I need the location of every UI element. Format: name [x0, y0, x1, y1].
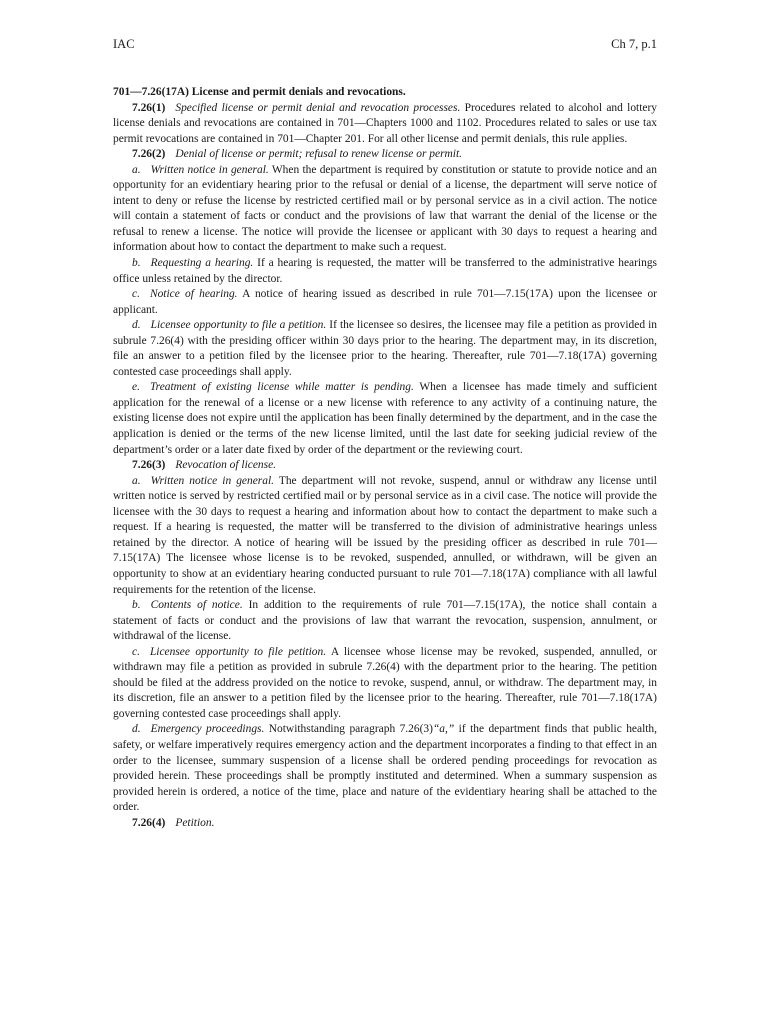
document-body [113, 85, 657, 831]
rule-title: 701—7.26(17A) License and permit denials and revocations. [113, 86, 406, 98]
paragraph-7-26-2-d [113, 318, 657, 380]
paragraph-letter: e. [132, 381, 140, 394]
paragraph-7-26-2-a [113, 163, 657, 256]
paragraph-heading: Treatment of existing license while matter is pending. [149, 381, 414, 394]
paragraph-7-26-2-b [113, 256, 657, 287]
page-header [113, 36, 657, 52]
paragraph-letter: a. [132, 163, 141, 176]
subrule-7-26-1 [113, 101, 657, 148]
paragraph-text: A notice of hearing issued as described in rule 701—7.15(17A) upon the licensee or applicant. [113, 288, 657, 316]
paragraph-letter: c. [132, 288, 140, 301]
paragraph-heading: Licensee opportunity to file petition. [149, 645, 327, 658]
paragraph-letter: d. [132, 723, 141, 736]
subrule-number: 7.26(2) [132, 148, 166, 161]
paragraph-heading: Contents of notice. [150, 599, 243, 612]
paragraph-heading: Licensee opportunity to file a petition. [150, 319, 327, 332]
subrule-number: 7.26(1) [132, 101, 166, 114]
subrule-text: Procedures related to alcohol and lottery license denials and revocations are contained in 701—Chapters 1000 and 1102. Procedures related to sales or use tax permit revocations are contained in 701—Chapter 201. For all other license and permit denials, this rule applies. [113, 101, 658, 145]
paragraph-7-26-3-b [113, 598, 657, 645]
paragraph-heading: Requesting a hearing. [150, 257, 254, 270]
paragraph-7-26-2-e [113, 380, 657, 458]
paragraph-letter: d. [132, 319, 141, 332]
paragraph-heading: Notice of hearing. [149, 288, 238, 301]
subrule-heading: Specified license or permit denial and revocation processes. [175, 101, 461, 114]
header-code: IAC [113, 37, 135, 51]
paragraph-letter: b. [132, 599, 141, 612]
paragraph-7-26-3-c [113, 645, 657, 723]
paragraph-7-26-2-c [113, 287, 657, 318]
subrule-number: 7.26(4) [132, 816, 166, 829]
paragraph-text: If a hearing is requested, the matter will be transferred to the administrative hearings office unless retained by the director. [113, 257, 657, 285]
paragraph-7-26-3-d [113, 722, 657, 815]
paragraph-letter: a. [132, 474, 141, 487]
subrule-number: 7.26(3) [132, 459, 166, 472]
paragraph-letter: c. [132, 645, 140, 658]
paragraph-text: In addition to the requirements of rule 701—7.15(17A), the notice shall contain a statement of facts or conduct and the provisions of law that warrant the revocation, suspension, annulment, or withdrawal of the license. [113, 599, 657, 643]
paragraph-text: If the licensee so desires, the licensee may file a petition as provided in subrule 7.26(4) with the presiding officer within 30 days prior to the hearing. The department may, in its discretion, file an answer to a petition filed by the licensee prior to the hearing. Thereafter, rule 701—7.18(17A) governing contested case proceedings shall apply. [113, 319, 657, 378]
header-chapter-page: Ch 7, p.1 [611, 37, 657, 51]
paragraph-heading: Written notice in general. [150, 163, 269, 176]
paragraph-text: When a licensee has made timely and sufficient application for the renewal of a license or a new license with reference to any activity of a continuing nature, the existing license does not expire until the application has been finally determined by the department, and in the case the application is denied or the terms of the new license limited, until the last date for seeking judicial review of the department’s order or a later date fixed by order of the department or the reviewing court. [113, 381, 658, 456]
paragraph-text: A licensee whose license may be revoked, suspended, annulled, or withdrawn may file a petition as provided in subrule 7.26(4) with the department prior to the hearing. The petition should be filed at the address provided on the notice to revoke, suspend, annul, or withdraw. The department may, in its discretion, file an answer to a petition filed by the licensee prior to the hearing. Thereafter, rule 701—7.18(17A) governing contested case proceedings shall apply. [113, 645, 657, 720]
subrule-heading: Petition. [175, 816, 215, 829]
paragraph-7-26-3-a [113, 474, 657, 598]
subrule-7-26-2 [113, 147, 657, 163]
paragraph-letter: b. [132, 257, 141, 270]
paragraph-text: The department will not revoke, suspend, annul or withdraw any license until written notice is served by restricted certified mail or by personal service as in a civil case. The notice will provide the licensee with the 30 days to request a hearing and information about how to contact the department to make such a request. If a hearing is requested, the matter will be transferred to the division of administrative hearings unless retained by the director. A notice of hearing will be issued by the presiding officer as described in rule 701—7.15(17A) The licensee whose license is to be revoked, suspended, annulled, or withdrawn, will be given an opportunity to show at an evidentiary hearing conducted pursuant to rule 701—7.18(17A) compliance with all lawful requirements for the retention of the license. [113, 474, 657, 596]
subrule-heading: Denial of license or permit; refusal to renew license or permit. [175, 148, 462, 161]
paragraph-heading: Emergency proceedings. [150, 723, 265, 736]
subrule-heading: Revocation of license. [175, 459, 277, 472]
subrule-7-26-4 [113, 816, 657, 832]
paragraph-heading: Written notice in general. [150, 474, 275, 487]
paragraph-text: When the department is required by constitution or statute to provide notice and an opportunity for an evidentiary hearing prior to the refusal or denial of a license, the department will serve notice of intent to deny or refuse the license by restricted certified mail or by personal service as in a civil action. The notice will contain a statement of facts or conduct and the provisions of law that warrant the denial of the license or the refusal to renew a license. The notice will provide the licensee or applicant with 30 days to request a hearing and information about how to contact the department to make such a request. [113, 163, 657, 254]
paragraph-reference: “a,” [432, 723, 455, 736]
subrule-7-26-3 [113, 458, 657, 474]
paragraph-text-continued: if the department finds that public health, safety, or welfare imperatively requires emergency action and the department incorporates a finding to that effect in an order to the licensee, summary suspension of a license shall be ordered pending proceedings for revocation as provided herein. These proceedings shall be promptly instituted and determined. When a summary suspension as provided herein is ordered, a notice of the time, place and nature of the evidentiary hearing shall be attached to the order. [113, 723, 657, 814]
paragraph-text: Notwithstanding paragraph 7.26(3) [264, 723, 433, 736]
